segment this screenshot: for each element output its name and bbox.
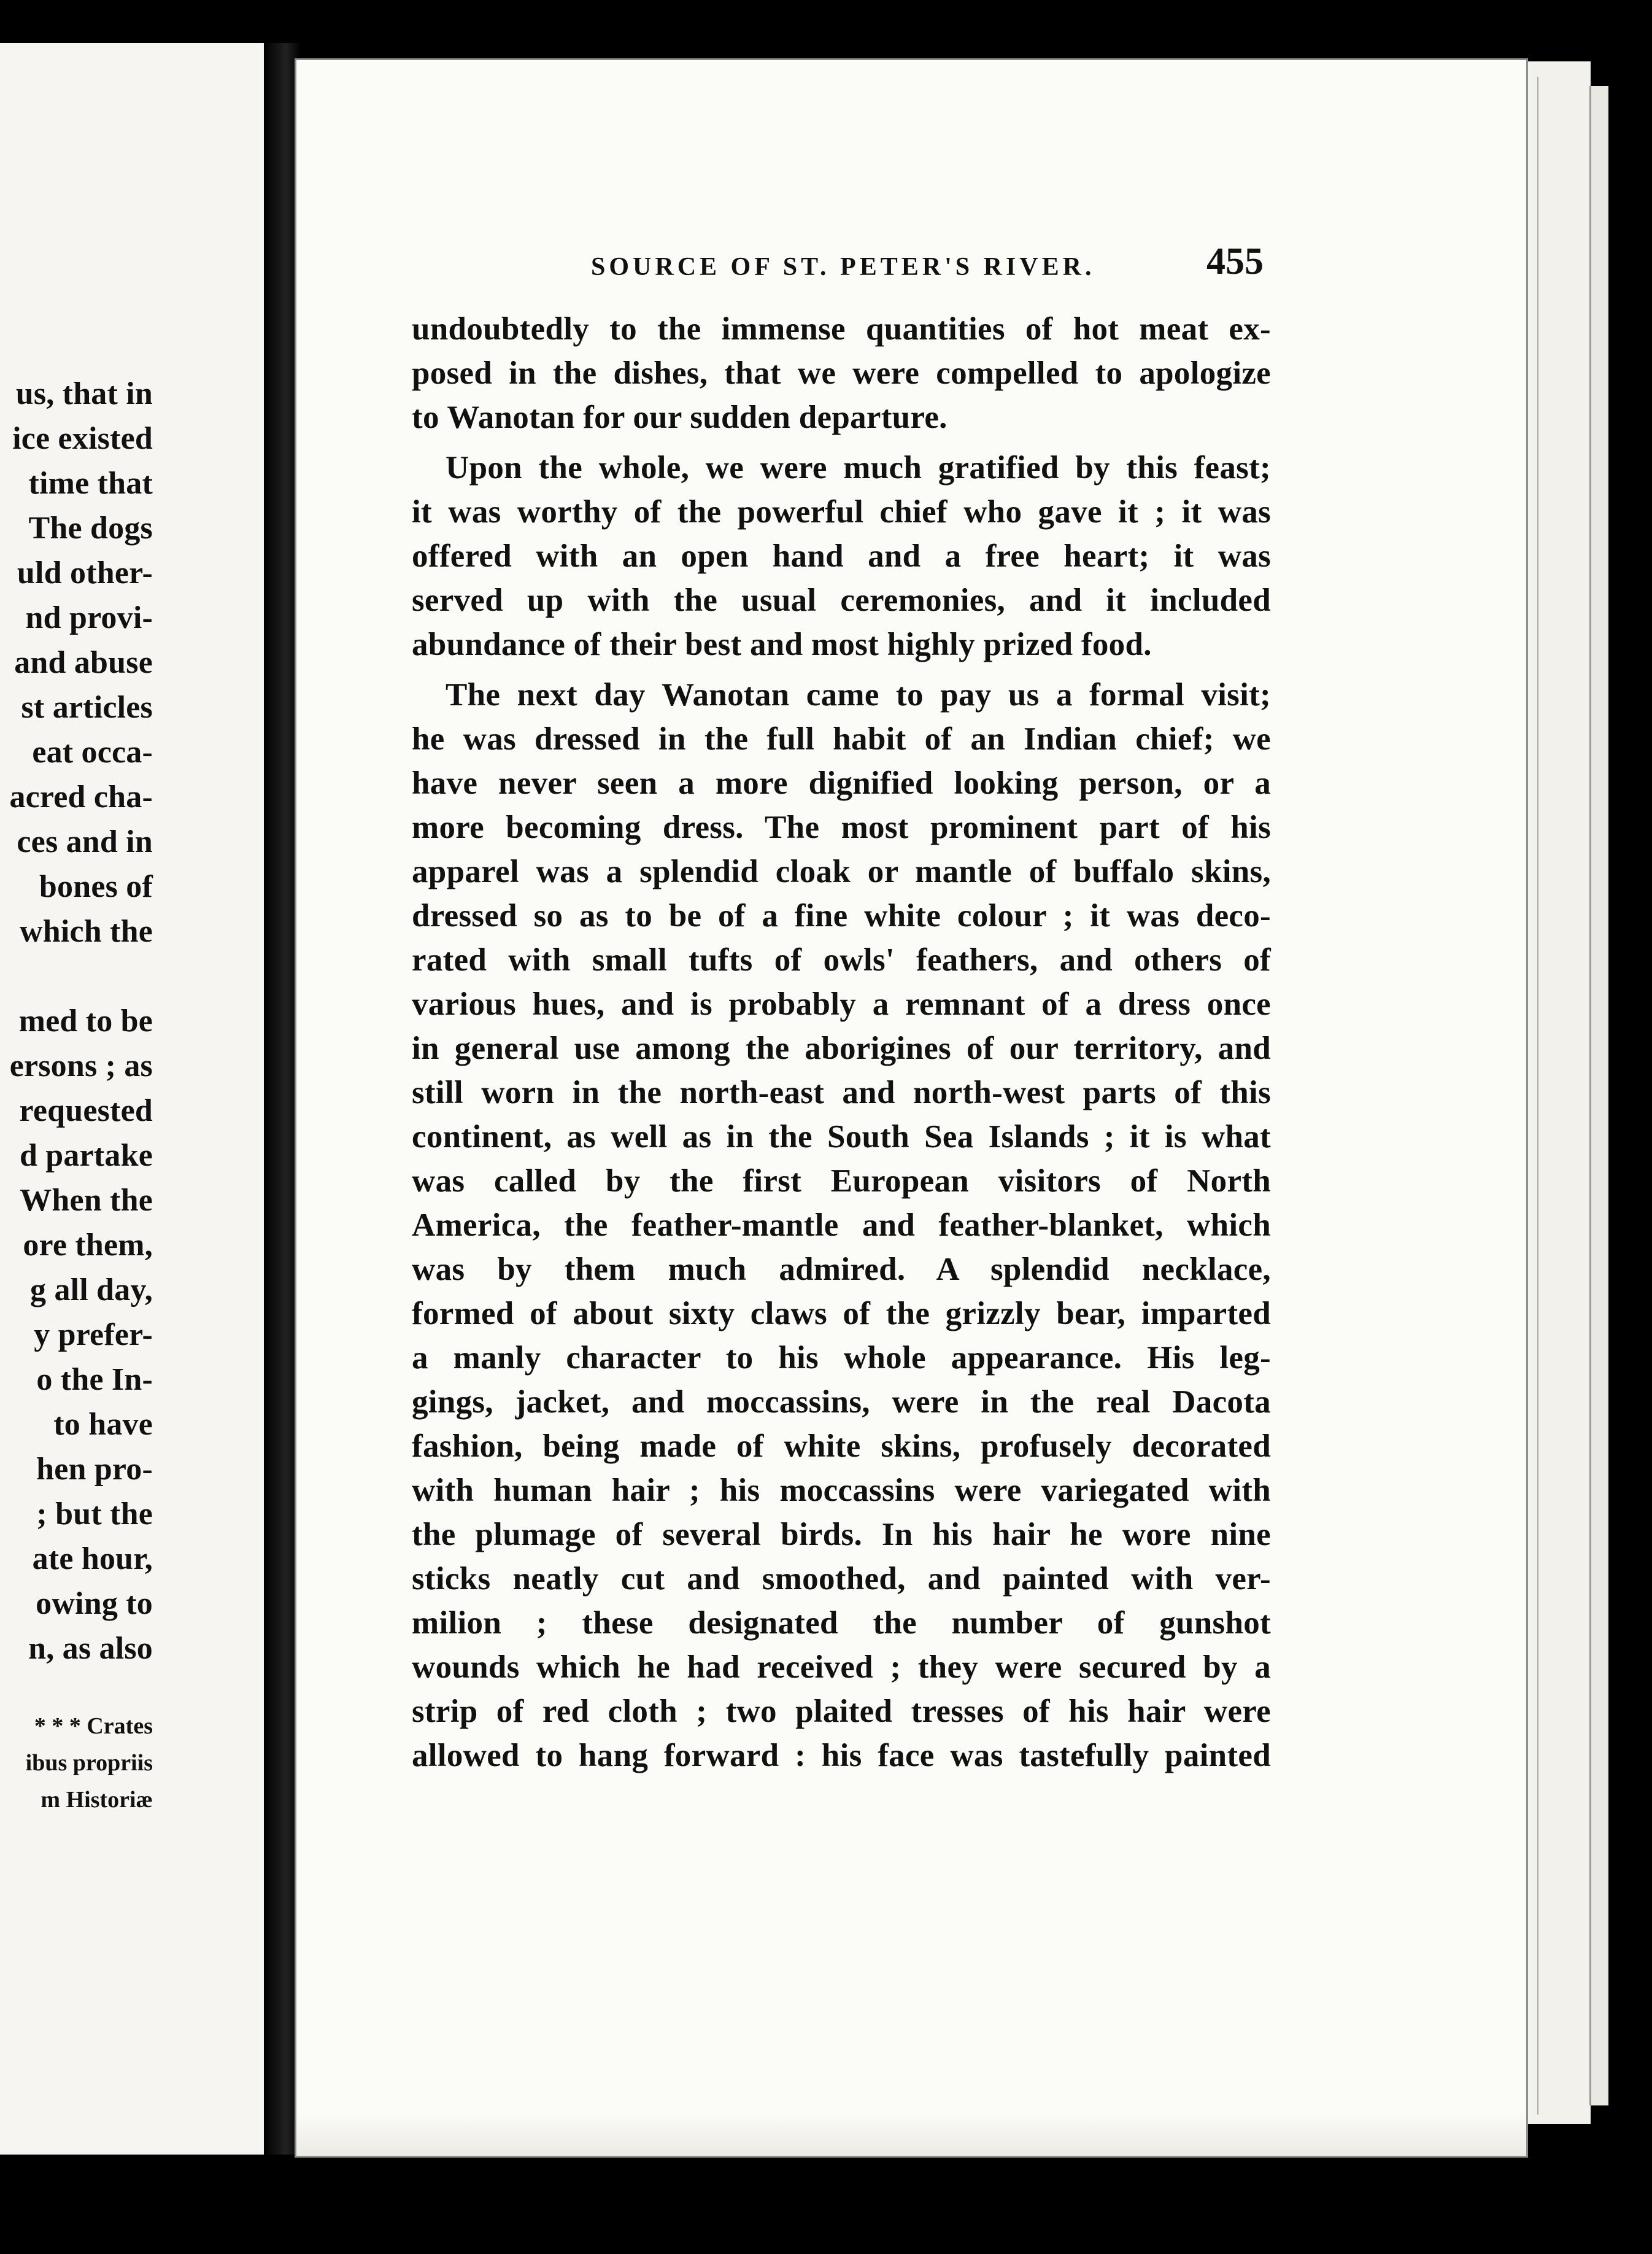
text-line: a manly character to his whole appearance. His leg- [412,1340,1271,1376]
left-line: uld other- [17,556,153,591]
footnote-line: ibus propriis [25,1750,153,1776]
footnote-line: * * * Crates [34,1713,153,1739]
left-line: hen pro- [36,1452,153,1487]
text-line: more becoming dress. The most prominent part of his [412,810,1271,845]
left-page-footnote [0,1708,153,1818]
text-line: abundance of their best and most highly prized food. [412,627,1152,662]
page-header [296,241,1266,296]
page-number: 455 [1206,241,1264,282]
text-line: gings, jacket, and moccassins, were in the real Dacota [412,1384,1271,1420]
left-line: ate hour, [32,1541,153,1576]
text-line: the plumage of several birds. In his hair he wore nine [412,1517,1271,1552]
book-page [295,58,1528,2158]
left-line: time that [28,466,153,501]
text-line: dressed so as to be of a fine white colour ; it was deco- [412,898,1271,934]
left-line: ersons ; as [9,1048,153,1083]
left-line: y prefer- [34,1317,153,1352]
left-line: st articles [21,690,153,725]
text-line: milion ; these designated the number of gunshot [412,1605,1271,1641]
left-line: n, as also [28,1631,153,1666]
text-line: allowed to hang forward : his face was tastefully painted [412,1738,1271,1773]
text-line: have never seen a more dignified looking person, or a [412,765,1271,801]
left-line: ice existed [12,421,153,456]
left-facing-page [0,43,275,2155]
left-line: ces and in [17,824,153,859]
text-line: continent, as well as in the South Sea Islands ; it is what [412,1119,1271,1155]
running-head: SOURCE OF ST. PETER'S RIVER. [591,253,1095,281]
text-line: strip of red cloth ; two plaited tresses of his hair were [412,1694,1271,1729]
text-line: various hues, and is probably a remnant of a dress once [412,986,1271,1022]
text-line: apparel was a splendid cloak or mantle of buffalo skins, [412,854,1271,889]
left-line: to have [53,1407,153,1442]
left-line: med to be [18,1004,153,1039]
left-line: eat occa- [32,735,153,770]
text-line: to Wanotan for our sudden departure. [412,400,948,435]
text-line: rated with small tufts of owls' feathers, and others of [412,942,1271,978]
page-edge [1589,86,1608,2105]
page-bottom-edge [296,2113,1526,2156]
text-line: with human hair ; his moccassins were variegated with [412,1473,1271,1508]
text-line: offered with an open hand and a free heart; it was [412,538,1271,574]
text-line: posed in the dishes, that we were compelled to apologize [412,355,1271,391]
text-line: was by them much admired. A splendid necklace, [412,1252,1271,1287]
text-line: Upon the whole, we were much gratified by this feast; [446,450,1271,486]
text-line: served up with the usual ceremonies, and it included [412,583,1271,618]
left-line: g all day, [30,1272,153,1307]
text-line: undoubtedly to the immense quantities of hot meat ex- [412,311,1271,347]
text-line: in general use among the aborigines of our territory, and [412,1031,1271,1066]
page-edge [1537,77,1591,2115]
left-line: When the [20,1183,153,1218]
left-line: which the [19,914,153,949]
left-line: owing to [36,1586,153,1621]
left-page-text [0,371,153,1671]
text-line: America, the feather-mantle and feather-blanket, which [412,1207,1271,1243]
left-line: d partake [19,1138,153,1173]
text-line: he was dressed in the full habit of an Indian chief; we [412,721,1271,757]
text-line: sticks neatly cut and smoothed, and painted with ver- [412,1561,1271,1597]
body-text [412,307,1271,1778]
text-line: The next day Wanotan came to pay us a formal visit; [446,677,1271,713]
left-line: ore them, [23,1228,153,1263]
left-line: The dogs [28,511,153,546]
text-line: fashion, being made of white skins, profusely decorated [412,1428,1271,1464]
left-line: nd provi- [25,600,153,635]
left-line [0,954,153,999]
left-line: us, that in [15,376,153,411]
left-line: o the In- [36,1362,153,1397]
text-line: formed of about sixty claws of the grizzly bear, imparted [412,1296,1271,1331]
left-line: acred cha- [9,780,153,815]
text-line: was called by the first European visitors of North [412,1163,1271,1199]
left-line: requested [19,1093,153,1128]
left-line: ; but the [36,1497,153,1532]
left-line: bones of [39,869,153,904]
left-line: and abuse [14,645,153,680]
footnote-line: m Historiæ [41,1787,153,1813]
text-line: it was worthy of the powerful chief who gave it ; it was [412,494,1271,530]
text-line: wounds which he had received ; they were secured by a [412,1649,1271,1685]
text-line: still worn in the north-east and north-west parts of this [412,1075,1271,1110]
